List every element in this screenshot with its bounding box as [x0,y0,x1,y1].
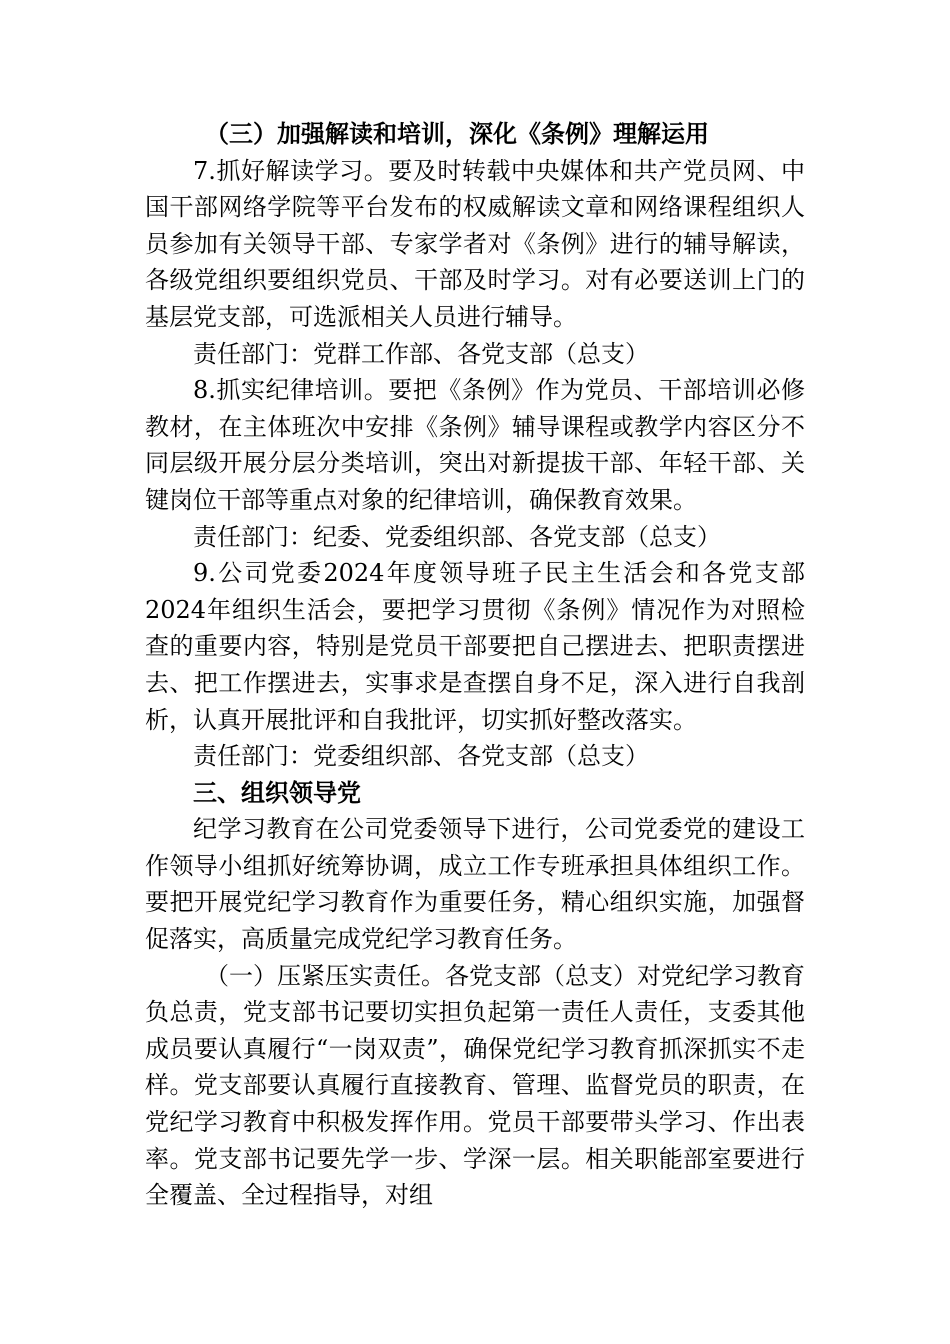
responsible-dept-item-7: 责任部门：党群工作部、各党支部（总支） [193,339,649,368]
section-heading-organization-leadership: 三、组织领导党 [193,778,361,807]
paragraph-subsection-1: （一）压紧压实责任。各党支部（总支）对党纪学习教育负总责，党支部书记要切实担负起第一责任人责任，支委其他成员要认真履行“一岗双责”，确保党纪学习教育抓深抓实不走样。党支部要认真履行直接教育、管理、监督党员的职责，在党纪学习教育中积极发挥作用。党员干部要带头学习、作出表率。党支部书记要先学一步、学深一层。相关职能部室要进行全覆盖、全过程指导，对组 [145,961,805,1210]
paragraph-item-8: 8.抓实纪律培训。要把《条例》作为党员、干部培训必修教材，在主体班次中安排《条例》辅导课程或教学内容区分不同层级开展分层分类培训，突出对新提拔干部、年轻干部、关键岗位干部等重点对象的纪律培训，确保教育效果。 [145,376,805,514]
paragraph-item-7: 7.抓好解读学习。要及时转载中央媒体和共产党员网、中国干部网络学院等平台发布的权威解读文章和网络课程组织人员参加有关领导干部、专家学者对《条例》进行的辅导解读，各级党组织要组织党员、干部及时学习。对有必要送训上门的基层党支部，可选派相关人员进行辅导。 [145,156,805,331]
paragraph-section-3-intro: 纪学习教育在公司党委领导下进行，公司党委党的建设工作领导小组抓好统筹协调，成立工作专班承担具体组织工作。要把开展党纪学习教育作为重要任务，精心组织实施，加强督促落实，高质量完成党纪学习教育任务。 [145,815,805,954]
responsible-dept-item-9: 责任部门：党委组织部、各党支部（总支） [193,742,649,771]
document-page [145,116,805,1214]
sub-heading-strengthen-training: （三）加强解读和培训，深化《条例》理解运用 [205,119,709,148]
responsible-dept-item-8: 责任部门：纪委、党委组织部、各党支部（总支） [193,522,721,551]
paragraph-item-9: 9.公司党委2024年度领导班子民主生活会和各党支部2024年组织生活会，要把学习贯彻《条例》情况作为对照检查的重要内容，特别是党员干部要把自己摆进去、把职责摆进去、把工作摆进去，实事求是查摆自身不足，深入进行自我剖析，认真开展批评和自我批评，切实抓好整改落实。 [145,559,805,734]
